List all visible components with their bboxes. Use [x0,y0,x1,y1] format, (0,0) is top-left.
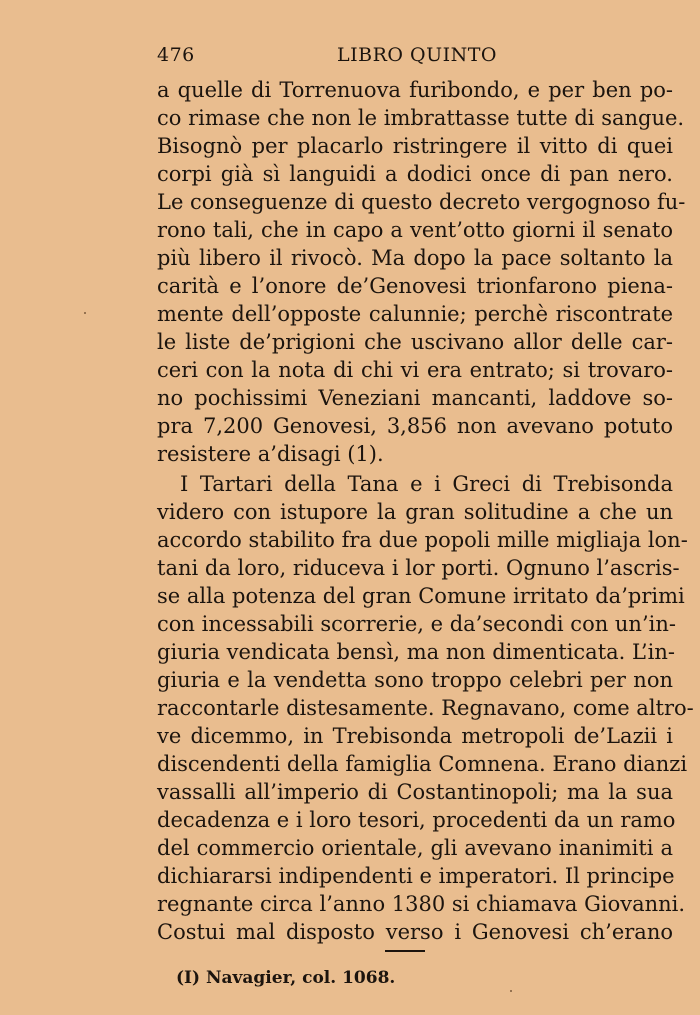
footnote-rule [385,950,425,952]
text-line: corpi già sì languidi a dodici once di pan nero. [157,162,673,186]
text-line: se alla potenza del gran Comune irritato da’primi [157,584,685,608]
paragraph-start-line: I Tartari della Tana e i Greci di Trebisonda [180,472,673,496]
paragraph-end-line: resistere a’disagi (1). [157,442,384,466]
text-line: Bisognò per placarlo ristringere il vitto di quei [157,134,673,158]
text-line: no pochissimi Veneziani mancanti, laddove so- [157,386,673,410]
text-line: regnante circa l’anno 1380 si chiamava Giovanni. [157,892,686,916]
text-line: del commercio orientale, gli avevano inanimiti a [157,836,673,860]
text-line: ve dicemmo, in Trebisonda metropoli de’Lazii i [157,724,673,748]
running-title: LIBRO QUINTO [337,44,497,66]
paper-speck [84,312,86,314]
text-line: le liste de’prigioni che uscivano allor delle car- [157,330,673,354]
text-line: rono tali, che in capo a vent’otto giorni il senato [157,218,673,242]
text-line: più libero il rivocò. Ma dopo la pace soltanto la [157,246,673,270]
page-header [157,44,673,74]
text-line: ceri con la nota di chi vi era entrato; si trovaro- [157,358,673,382]
text-line: discendenti della famiglia Comnena. Erano dianzi [157,752,688,776]
text-line: Le conseguenze di questo decreto vergognoso fu- [157,190,686,214]
text-line: accordo stabilito fra due popoli mille migliaja lon- [157,528,688,552]
text-line: pra 7,200 Genovesi, 3,856 non avevano potuto [157,414,673,438]
text-line: carità e l’onore de’Genovesi trionfarono piena- [157,274,673,298]
page-number: 476 [157,44,195,66]
text-line: decadenza e i loro tesori, procedenti da un ramo [157,808,676,832]
text-line: vassalli all’imperio di Costantinopoli; ma la sua [157,780,673,804]
text-line: dichiararsi indipendenti e imperatori. Il principe [157,864,675,888]
footnote: (I) Navagier, col. 1068. [176,968,396,988]
text-line: a quelle di Torrenuova furibondo, e per ben po- [157,78,673,102]
text-line: videro con istupore la gran solitudine a che un [157,500,673,524]
text-line: giuria e la vendetta sono troppo celebri per non [157,668,673,692]
text-line: con incessabili scorrerie, e da’secondi con un’in- [157,612,676,636]
paper-speck [510,990,512,992]
text-line: co rimase che non le imbrattasse tutte di sangue. [157,106,685,130]
text-line: raccontarle distesamente. Regnavano, come altro- [157,696,694,720]
text-line: mente dell’opposte calunnie; perchè riscontrate [157,302,673,326]
text-line: giuria vendicata bensì, ma non dimenticata. L’in- [157,640,675,664]
text-line: tani da loro, riduceva i lor porti. Ognuno l’ascris- [157,556,680,580]
text-line: Costui mal disposto verso i Genovesi ch’erano [157,920,673,944]
